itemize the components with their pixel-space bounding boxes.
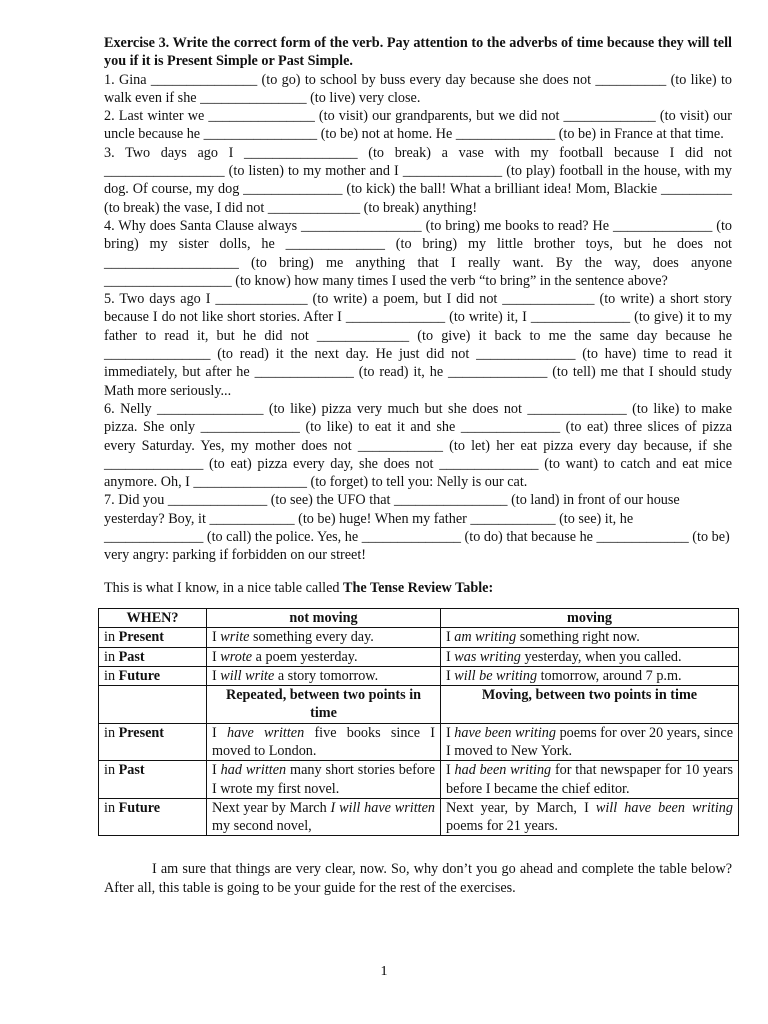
tense-review-table bbox=[98, 608, 739, 837]
row-when-prefix: in bbox=[104, 799, 119, 816]
row-when-prefix: in bbox=[104, 667, 119, 684]
row-when-label: Present bbox=[118, 724, 165, 741]
row-when-cell bbox=[99, 666, 207, 685]
row-when-cell bbox=[99, 628, 207, 647]
row-moving-cell: I had been writing for that newspaper for 10 years before I became the chief editor. bbox=[441, 761, 739, 799]
exercise-item-1: 1. Gina _______________ (to go) to school by buss every day because she does not __________ (to like) to walk even if she _______________ (to live) very close. bbox=[104, 71, 732, 106]
exercise-item-4: 4. Why does Santa Clause always _________________ (to bring) me books to read? He ______________ (to bring) my sister dolls, he ______________ (to bring) my little brother toys, but he does not ___________________ (to bring) me anything that I really want. By the way, does anyone __________________ (to know) how many times I used the verb “to bring” in the sentence above? bbox=[104, 217, 732, 289]
row-when-label: Past bbox=[118, 648, 145, 665]
row-moving-cell: I have been writing poems for over 20 years, since I moved to New York. bbox=[441, 723, 739, 761]
row-not-moving-cell: Next year by March I will have written my second novel, bbox=[207, 798, 441, 836]
exercise-items bbox=[104, 71, 732, 565]
table-row bbox=[99, 628, 739, 647]
row-not-moving-cell: I wrote a poem yesterday. bbox=[207, 647, 441, 666]
header-moving: moving bbox=[441, 608, 739, 627]
table-row bbox=[99, 761, 739, 799]
table-row bbox=[99, 647, 739, 666]
table-intro bbox=[104, 579, 732, 597]
table-row bbox=[99, 723, 739, 761]
exercise-title: Exercise 3. Write the correct form of the verb. Pay attention to the adverbs of time because they will tell you if it is Present Simple or Past Simple. bbox=[104, 35, 732, 70]
simple-continuous-rows bbox=[99, 628, 739, 686]
table-subheader-row bbox=[99, 686, 739, 724]
table-intro-text: This is what I know, in a nice table called bbox=[104, 579, 344, 596]
row-moving-cell: I will be writing tomorrow, around 7 p.m. bbox=[441, 666, 739, 685]
exercise-item-2: 2. Last winter we _______________ (to visit) our grandparents, but we did not _____________ (to visit) our uncle because he ________________ (to be) not at home. He ______________ (to be) in France at that time. bbox=[104, 108, 732, 143]
worksheet-page bbox=[104, 34, 732, 911]
row-when-cell bbox=[99, 761, 207, 799]
subheader-empty bbox=[99, 686, 207, 724]
row-not-moving-cell: I have written five books since I moved to London. bbox=[207, 723, 441, 761]
row-when-cell bbox=[99, 798, 207, 836]
row-moving-cell: I am writing something right now. bbox=[441, 628, 739, 647]
table-header-row bbox=[99, 608, 739, 627]
row-when-prefix: in bbox=[104, 762, 119, 779]
table-intro-title: The Tense Review Table: bbox=[343, 579, 494, 596]
exercise-item-6: 6. Nelly _______________ (to like) pizza very much but she does not ______________ (to like) to make pizza. She only ______________ (to like) to eat it and she ______________ (to eat) three slices of pizza every Saturday. Yes, my mother does not ____________ (to let) her eat pizza every day because, if she ______________ (to eat) pizza every day, she does not ______________ (to want) to catch and eat mice anymore. Oh, I ________________ (to forget) to tell you: Nelly is our cat. bbox=[104, 400, 732, 491]
table-row bbox=[99, 798, 739, 836]
subheader-repeated: Repeated, between two points in time bbox=[207, 686, 441, 724]
exercise-item-3: 3. Two days ago I ________________ (to break) a vase with my football because I did not _________________ (to listen) to my mother and I ______________ (to play) football in the house, with my dog. Of course, my dog ______________ (to kick) the ball! What a brilliant idea! Mom, Blackie __________ (to break) the vase, I did not _____________ (to break) anything! bbox=[104, 144, 732, 216]
row-when-prefix: in bbox=[104, 648, 119, 665]
row-when-cell bbox=[99, 723, 207, 761]
subheader-moving: Moving, between two points in time bbox=[441, 686, 739, 724]
row-when-label: Present bbox=[118, 629, 165, 646]
row-moving-cell: I was writing yesterday, when you called. bbox=[441, 647, 739, 666]
page-number: 1 bbox=[380, 964, 388, 979]
closing-paragraph: I am sure that things are very clear, now. So, why don’t you go ahead and complete the table below? After all, this table is going to be your guide for the rest of the exercises. bbox=[104, 861, 732, 896]
row-when-prefix: in bbox=[104, 724, 119, 741]
row-not-moving-cell: I will write a story tomorrow. bbox=[207, 666, 441, 685]
row-when-label: Future bbox=[118, 667, 161, 684]
header-when: WHEN? bbox=[99, 608, 207, 627]
row-when-cell bbox=[99, 647, 207, 666]
row-when-label: Future bbox=[118, 799, 161, 816]
perfect-rows bbox=[99, 723, 739, 836]
row-not-moving-cell: I write something every day. bbox=[207, 628, 441, 647]
row-when-prefix: in bbox=[104, 629, 119, 646]
exercise-item-5: 5. Two days ago I _____________ (to write) a poem, but I did not _____________ (to write) a short story because I do not like short stories. After I ______________ (to write) it, I ______________ (to give) it to my father to read it, but he did not _____________ (to give) it back to me the same day because he _______________ (to read) it the next day. He just did not ______________ (to have) time to read it immediately, but after he ______________ (to read) it, he ______________ (to tell) me that I should study Math more seriously... bbox=[104, 291, 732, 399]
row-moving-cell: Next year, by March, I will have been writing poems for 21 years. bbox=[441, 798, 739, 836]
header-not-moving: not moving bbox=[207, 608, 441, 627]
table-row bbox=[99, 666, 739, 685]
exercise-item-7: 7. Did you ______________ (to see) the UFO that ________________ (to land) in front of our house yesterday? Boy, it ____________ (to be) huge! When my father ____________ (to see) it, he ______________ (to call) the police. Yes, he ______________ (to do) that because he _____________ (to be) very angry: parking if forbidden on our street! bbox=[104, 492, 730, 564]
row-not-moving-cell: I had written many short stories before I wrote my first novel. bbox=[207, 761, 441, 799]
row-when-label: Past bbox=[118, 762, 145, 779]
